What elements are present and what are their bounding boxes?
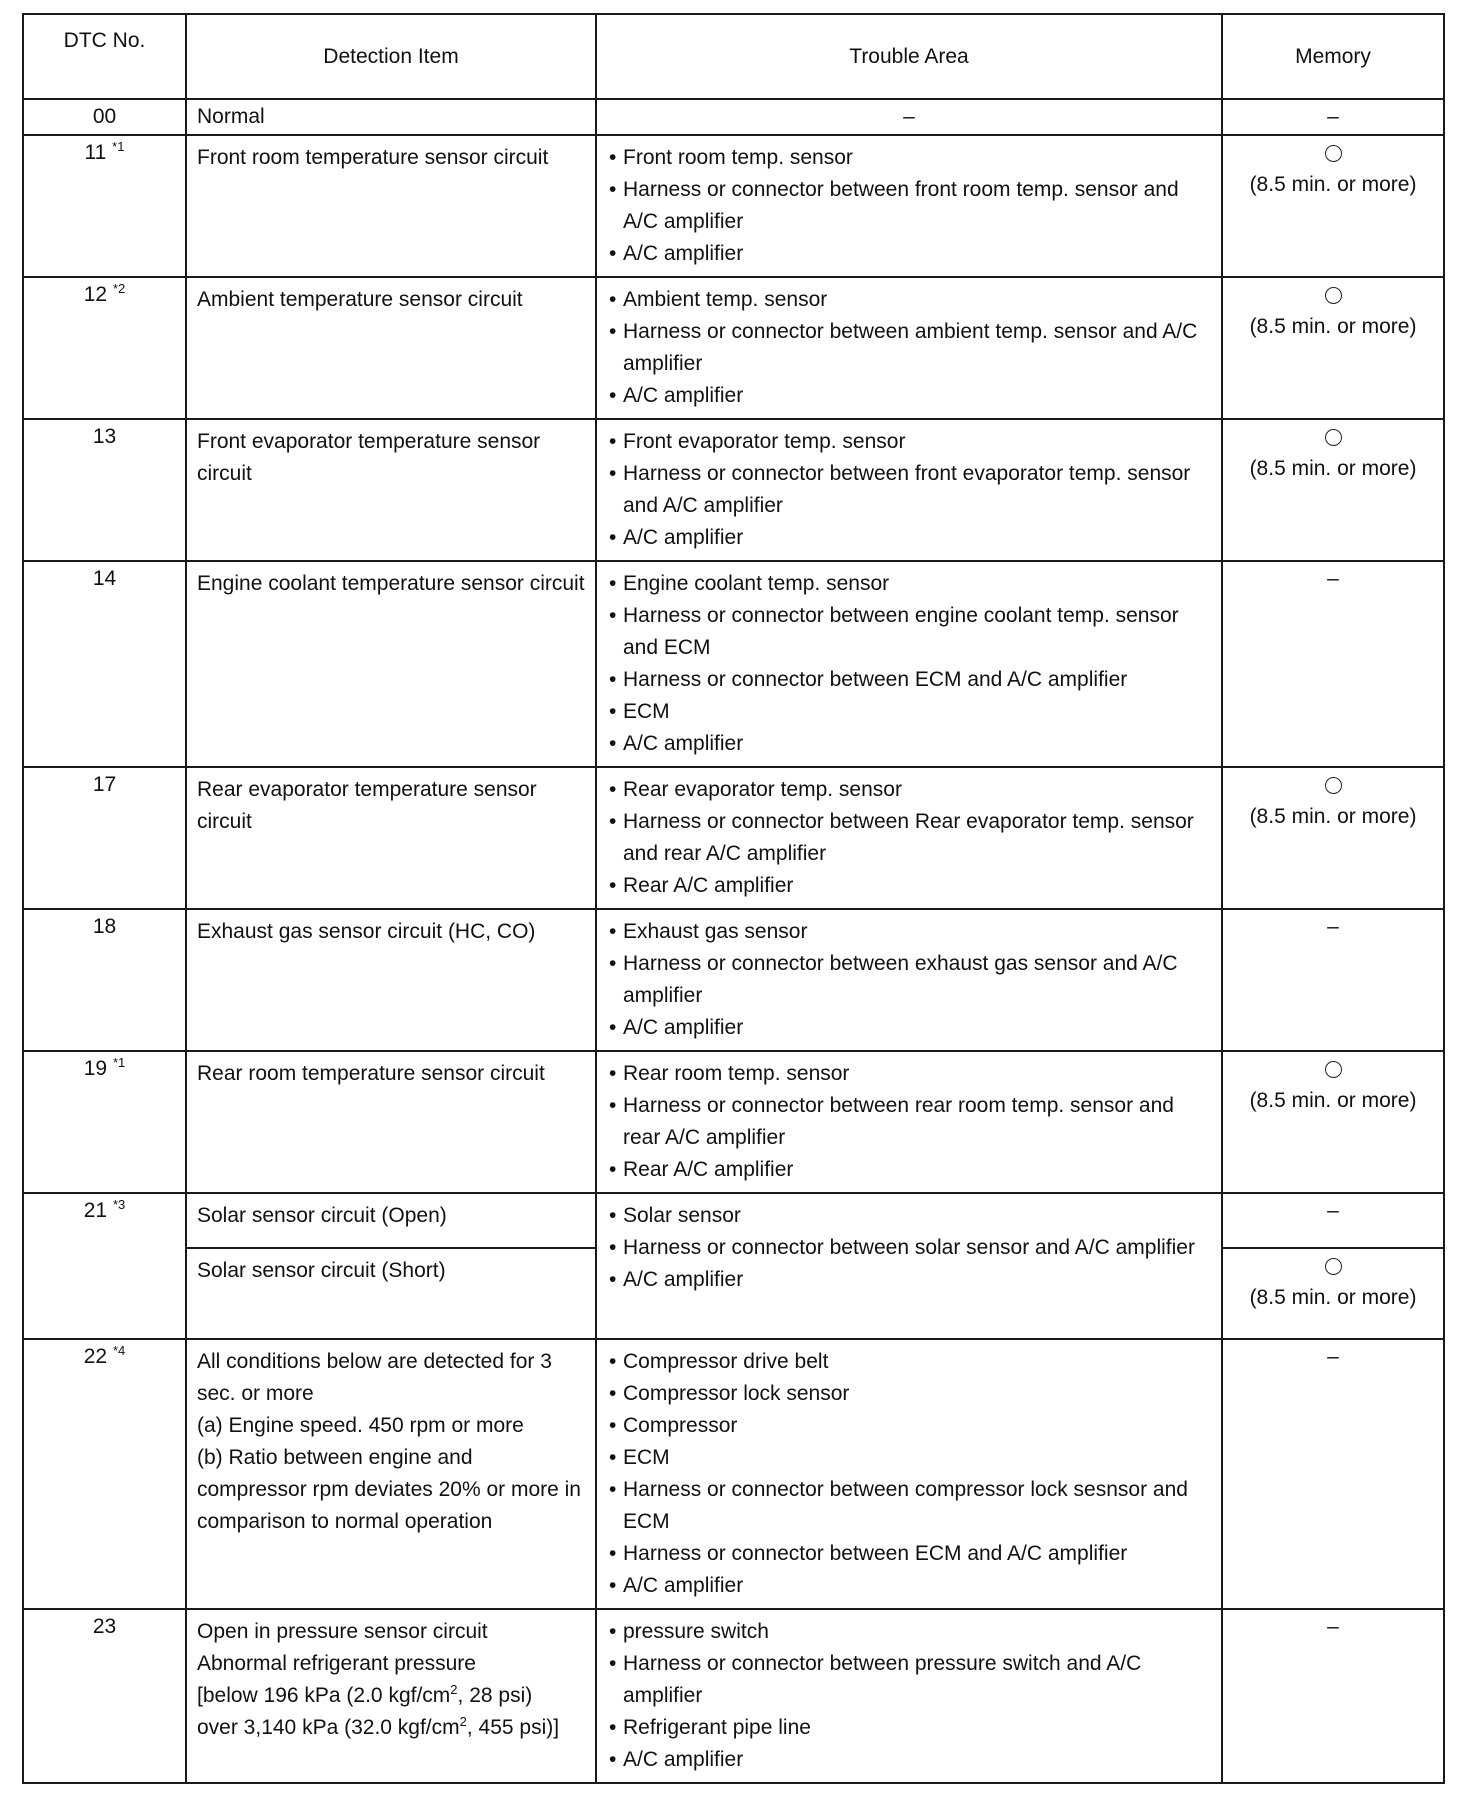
empty-dash: – bbox=[903, 105, 915, 128]
trouble-area-cell bbox=[596, 1051, 1222, 1193]
detection-item-cell: Engine coolant temperature sensor circuit bbox=[186, 561, 596, 767]
pressure-range-high bbox=[197, 1712, 587, 1744]
list-item: • Rear A/C amplifier bbox=[605, 1154, 1213, 1186]
dtc-number-cell bbox=[23, 1609, 186, 1783]
list-item: • Harness or connector between ECM and A/C amplifier bbox=[605, 664, 1213, 696]
dtc-code: 22 bbox=[83, 1345, 108, 1368]
memory-cell bbox=[1222, 909, 1444, 1051]
table-row bbox=[23, 767, 1444, 909]
detection-condition: (a) Engine speed. 450 rpm or more bbox=[197, 1414, 524, 1437]
footnote-marker: *1 bbox=[112, 1055, 126, 1070]
trouble-area-list bbox=[605, 1616, 1213, 1776]
pressure-range-low bbox=[197, 1680, 587, 1712]
memory-duration: (8.5 min. or more) bbox=[1249, 805, 1417, 828]
table-row bbox=[23, 99, 1444, 135]
memory-cell bbox=[1222, 1339, 1444, 1609]
memory-duration: (8.5 min. or more) bbox=[1249, 1089, 1417, 1112]
memory-cell bbox=[1222, 1051, 1444, 1193]
detection-item-cell: Solar sensor circuit (Short) bbox=[186, 1248, 596, 1339]
list-item: • Solar sensor bbox=[605, 1200, 1213, 1232]
header-row bbox=[23, 14, 1444, 99]
memory-cell bbox=[1222, 135, 1444, 277]
detection-item-cell: Solar sensor circuit (Open) bbox=[186, 1193, 596, 1248]
trouble-area-cell bbox=[596, 277, 1222, 419]
dtc-number-cell bbox=[23, 277, 186, 419]
footnote-marker: *2 bbox=[112, 281, 126, 296]
detection-item-cell: Normal bbox=[186, 99, 596, 135]
memory-indicator bbox=[1224, 769, 1442, 801]
pressure-text: , 455 psi)] bbox=[466, 1716, 560, 1739]
trouble-area-list bbox=[605, 774, 1213, 902]
pressure-text: [below 196 kPa (2.0 kgf/cm bbox=[197, 1684, 451, 1707]
circle-icon bbox=[1325, 1061, 1342, 1078]
empty-dash: – bbox=[1327, 1345, 1339, 1368]
memory-indicator bbox=[1224, 137, 1442, 169]
empty-dash: – bbox=[1327, 567, 1339, 590]
list-item: • A/C amplifier bbox=[605, 238, 1213, 270]
memory-cell bbox=[1222, 419, 1444, 561]
list-item: • Harness or connector between ambient temp. sensor and A/C amplifier bbox=[605, 316, 1213, 380]
dtc-code: 19 bbox=[83, 1057, 108, 1080]
detection-item-cell: Exhaust gas sensor circuit (HC, CO) bbox=[186, 909, 596, 1051]
detection-item-cell: Rear evaporator temperature sensor circuit bbox=[186, 767, 596, 909]
memory-cell bbox=[1222, 767, 1444, 909]
dtc-code: 18 bbox=[92, 915, 117, 938]
memory-cell bbox=[1222, 561, 1444, 767]
header-trouble-area: Trouble Area bbox=[596, 14, 1222, 99]
memory-cell bbox=[1222, 277, 1444, 419]
list-item: • Compressor bbox=[605, 1410, 1213, 1442]
memory-indicator bbox=[1224, 1053, 1442, 1085]
list-item: • A/C amplifier bbox=[605, 1012, 1213, 1044]
list-item: • Rear room temp. sensor bbox=[605, 1058, 1213, 1090]
trouble-area-list bbox=[605, 284, 1213, 412]
trouble-area-list bbox=[605, 1346, 1213, 1602]
superscript: 2 bbox=[450, 1682, 458, 1697]
detection-item-cell: Rear room temperature sensor circuit bbox=[186, 1051, 596, 1193]
detection-line: Abnormal refrigerant pressure bbox=[197, 1652, 476, 1675]
table-row bbox=[23, 1051, 1444, 1193]
list-item: • Compressor lock sensor bbox=[605, 1378, 1213, 1410]
dtc-number-cell bbox=[23, 767, 186, 909]
table-row bbox=[23, 561, 1444, 767]
dtc-number-cell bbox=[23, 419, 186, 561]
empty-dash: – bbox=[1327, 915, 1339, 938]
trouble-area-list bbox=[605, 916, 1213, 1044]
dtc-number-cell bbox=[23, 561, 186, 767]
dtc-number-cell bbox=[23, 135, 186, 277]
table-row bbox=[23, 1339, 1444, 1609]
list-item: • A/C amplifier bbox=[605, 728, 1213, 760]
dtc-code: 12 bbox=[83, 283, 108, 306]
header-memory: Memory bbox=[1222, 14, 1444, 99]
dtc-code: 11 bbox=[84, 141, 107, 164]
list-item: • A/C amplifier bbox=[605, 1744, 1213, 1776]
list-item: • Front room temp. sensor bbox=[605, 142, 1213, 174]
empty-dash: – bbox=[1327, 1199, 1339, 1222]
trouble-area-list bbox=[605, 568, 1213, 760]
memory-cell bbox=[1222, 1193, 1444, 1248]
memory-indicator bbox=[1224, 279, 1442, 311]
pressure-text: over 3,140 kPa (32.0 kgf/cm bbox=[197, 1716, 460, 1739]
memory-duration: (8.5 min. or more) bbox=[1249, 173, 1417, 196]
superscript: 2 bbox=[459, 1714, 467, 1729]
trouble-area-list bbox=[605, 1058, 1213, 1186]
list-item: • Harness or connector between solar sensor and A/C amplifier bbox=[605, 1232, 1213, 1264]
table-row bbox=[23, 1193, 1444, 1248]
memory-duration: (8.5 min. or more) bbox=[1249, 315, 1417, 338]
list-item: • ECM bbox=[605, 1442, 1213, 1474]
empty-dash: – bbox=[1327, 105, 1339, 128]
detection-line: Open in pressure sensor circuit bbox=[197, 1620, 488, 1643]
footnote-marker: *4 bbox=[112, 1343, 126, 1358]
list-item: • Harness or connector between pressure switch and A/C amplifier bbox=[605, 1648, 1213, 1712]
trouble-area-cell bbox=[596, 99, 1222, 135]
list-item: • Rear evaporator temp. sensor bbox=[605, 774, 1213, 806]
list-item: • A/C amplifier bbox=[605, 1570, 1213, 1602]
list-item: • A/C amplifier bbox=[605, 380, 1213, 412]
detection-item-cell bbox=[186, 1609, 596, 1783]
dtc-code: 00 bbox=[92, 105, 117, 128]
dtc-code: 13 bbox=[92, 425, 117, 448]
trouble-area-cell bbox=[596, 1609, 1222, 1783]
circle-icon bbox=[1325, 777, 1342, 794]
dtc-code: 14 bbox=[92, 567, 117, 590]
trouble-area-list bbox=[605, 1200, 1213, 1296]
list-item: • Harness or connector between exhaust gas sensor and A/C amplifier bbox=[605, 948, 1213, 1012]
trouble-area-cell bbox=[596, 767, 1222, 909]
list-item: • Harness or connector between front room temp. sensor and A/C amplifier bbox=[605, 174, 1213, 238]
list-item: • Compressor drive belt bbox=[605, 1346, 1213, 1378]
pressure-text: , 28 psi) bbox=[457, 1684, 533, 1707]
detection-item-cell bbox=[186, 1339, 596, 1609]
trouble-area-list bbox=[605, 142, 1213, 270]
dtc-code: 21 bbox=[83, 1199, 108, 1222]
memory-duration: (8.5 min. or more) bbox=[1249, 1286, 1417, 1309]
memory-cell bbox=[1222, 1609, 1444, 1783]
footnote-marker: *3 bbox=[112, 1197, 126, 1212]
list-item: • Rear A/C amplifier bbox=[605, 870, 1213, 902]
table-row bbox=[23, 419, 1444, 561]
detection-condition: All conditions below are detected for 3 sec. or more bbox=[197, 1350, 552, 1405]
table-row bbox=[23, 135, 1444, 277]
dtc-code: 17 bbox=[92, 773, 117, 796]
memory-duration: (8.5 min. or more) bbox=[1249, 457, 1417, 480]
dtc-number-cell bbox=[23, 99, 186, 135]
trouble-area-cell bbox=[596, 909, 1222, 1051]
dtc-code: 23 bbox=[92, 1615, 117, 1638]
dtc-number-cell bbox=[23, 909, 186, 1051]
empty-dash: – bbox=[1327, 1615, 1339, 1638]
list-item: • ECM bbox=[605, 696, 1213, 728]
table-row bbox=[23, 277, 1444, 419]
detection-condition: (b) Ratio between engine and compressor rpm deviates 20% or more in comparison to normal operation bbox=[197, 1446, 581, 1533]
list-item: • Harness or connector between compressor lock sesnsor and ECM bbox=[605, 1474, 1213, 1538]
trouble-area-cell bbox=[596, 419, 1222, 561]
footnote-marker: *1 bbox=[112, 139, 125, 154]
detection-item-cell: Front room temperature sensor circuit bbox=[186, 135, 596, 277]
memory-indicator bbox=[1224, 1250, 1442, 1282]
list-item: • Harness or connector between front evaporator temp. sensor and A/C amplifier bbox=[605, 458, 1213, 522]
table-body bbox=[23, 99, 1444, 1783]
trouble-area-cell bbox=[596, 1193, 1222, 1339]
list-item: • A/C amplifier bbox=[605, 1264, 1213, 1296]
trouble-area-cell bbox=[596, 1339, 1222, 1609]
list-item: • Front evaporator temp. sensor bbox=[605, 426, 1213, 458]
list-item: • Harness or connector between Rear evaporator temp. sensor and rear A/C amplifier bbox=[605, 806, 1213, 870]
dtc-number-cell bbox=[23, 1193, 186, 1339]
list-item: • Harness or connector between engine coolant temp. sensor and ECM bbox=[605, 600, 1213, 664]
circle-icon bbox=[1325, 145, 1342, 162]
header-dtc-no: DTC No. bbox=[23, 14, 186, 99]
list-item: • A/C amplifier bbox=[605, 522, 1213, 554]
circle-icon bbox=[1325, 287, 1342, 304]
dtc-number-cell bbox=[23, 1339, 186, 1609]
circle-icon bbox=[1325, 429, 1342, 446]
header-detection-item: Detection Item bbox=[186, 14, 596, 99]
trouble-area-cell bbox=[596, 135, 1222, 277]
table-row bbox=[23, 909, 1444, 1051]
trouble-area-list bbox=[605, 426, 1213, 554]
list-item: • Refrigerant pipe line bbox=[605, 1712, 1213, 1744]
memory-cell bbox=[1222, 99, 1444, 135]
dtc-number-cell bbox=[23, 1051, 186, 1193]
list-item: • pressure switch bbox=[605, 1616, 1213, 1648]
dtc-table bbox=[22, 13, 1445, 1784]
circle-icon bbox=[1325, 1258, 1342, 1275]
list-item: • Exhaust gas sensor bbox=[605, 916, 1213, 948]
list-item: • Harness or connector between ECM and A/C amplifier bbox=[605, 1538, 1213, 1570]
detection-item-cell: Front evaporator temperature sensor circuit bbox=[186, 419, 596, 561]
detection-item-cell: Ambient temperature sensor circuit bbox=[186, 277, 596, 419]
trouble-area-cell bbox=[596, 561, 1222, 767]
memory-indicator bbox=[1224, 421, 1442, 453]
list-item: • Engine coolant temp. sensor bbox=[605, 568, 1213, 600]
memory-cell bbox=[1222, 1248, 1444, 1339]
table-row bbox=[23, 1609, 1444, 1783]
list-item: • Harness or connector between rear room temp. sensor and rear A/C amplifier bbox=[605, 1090, 1213, 1154]
list-item: • Ambient temp. sensor bbox=[605, 284, 1213, 316]
